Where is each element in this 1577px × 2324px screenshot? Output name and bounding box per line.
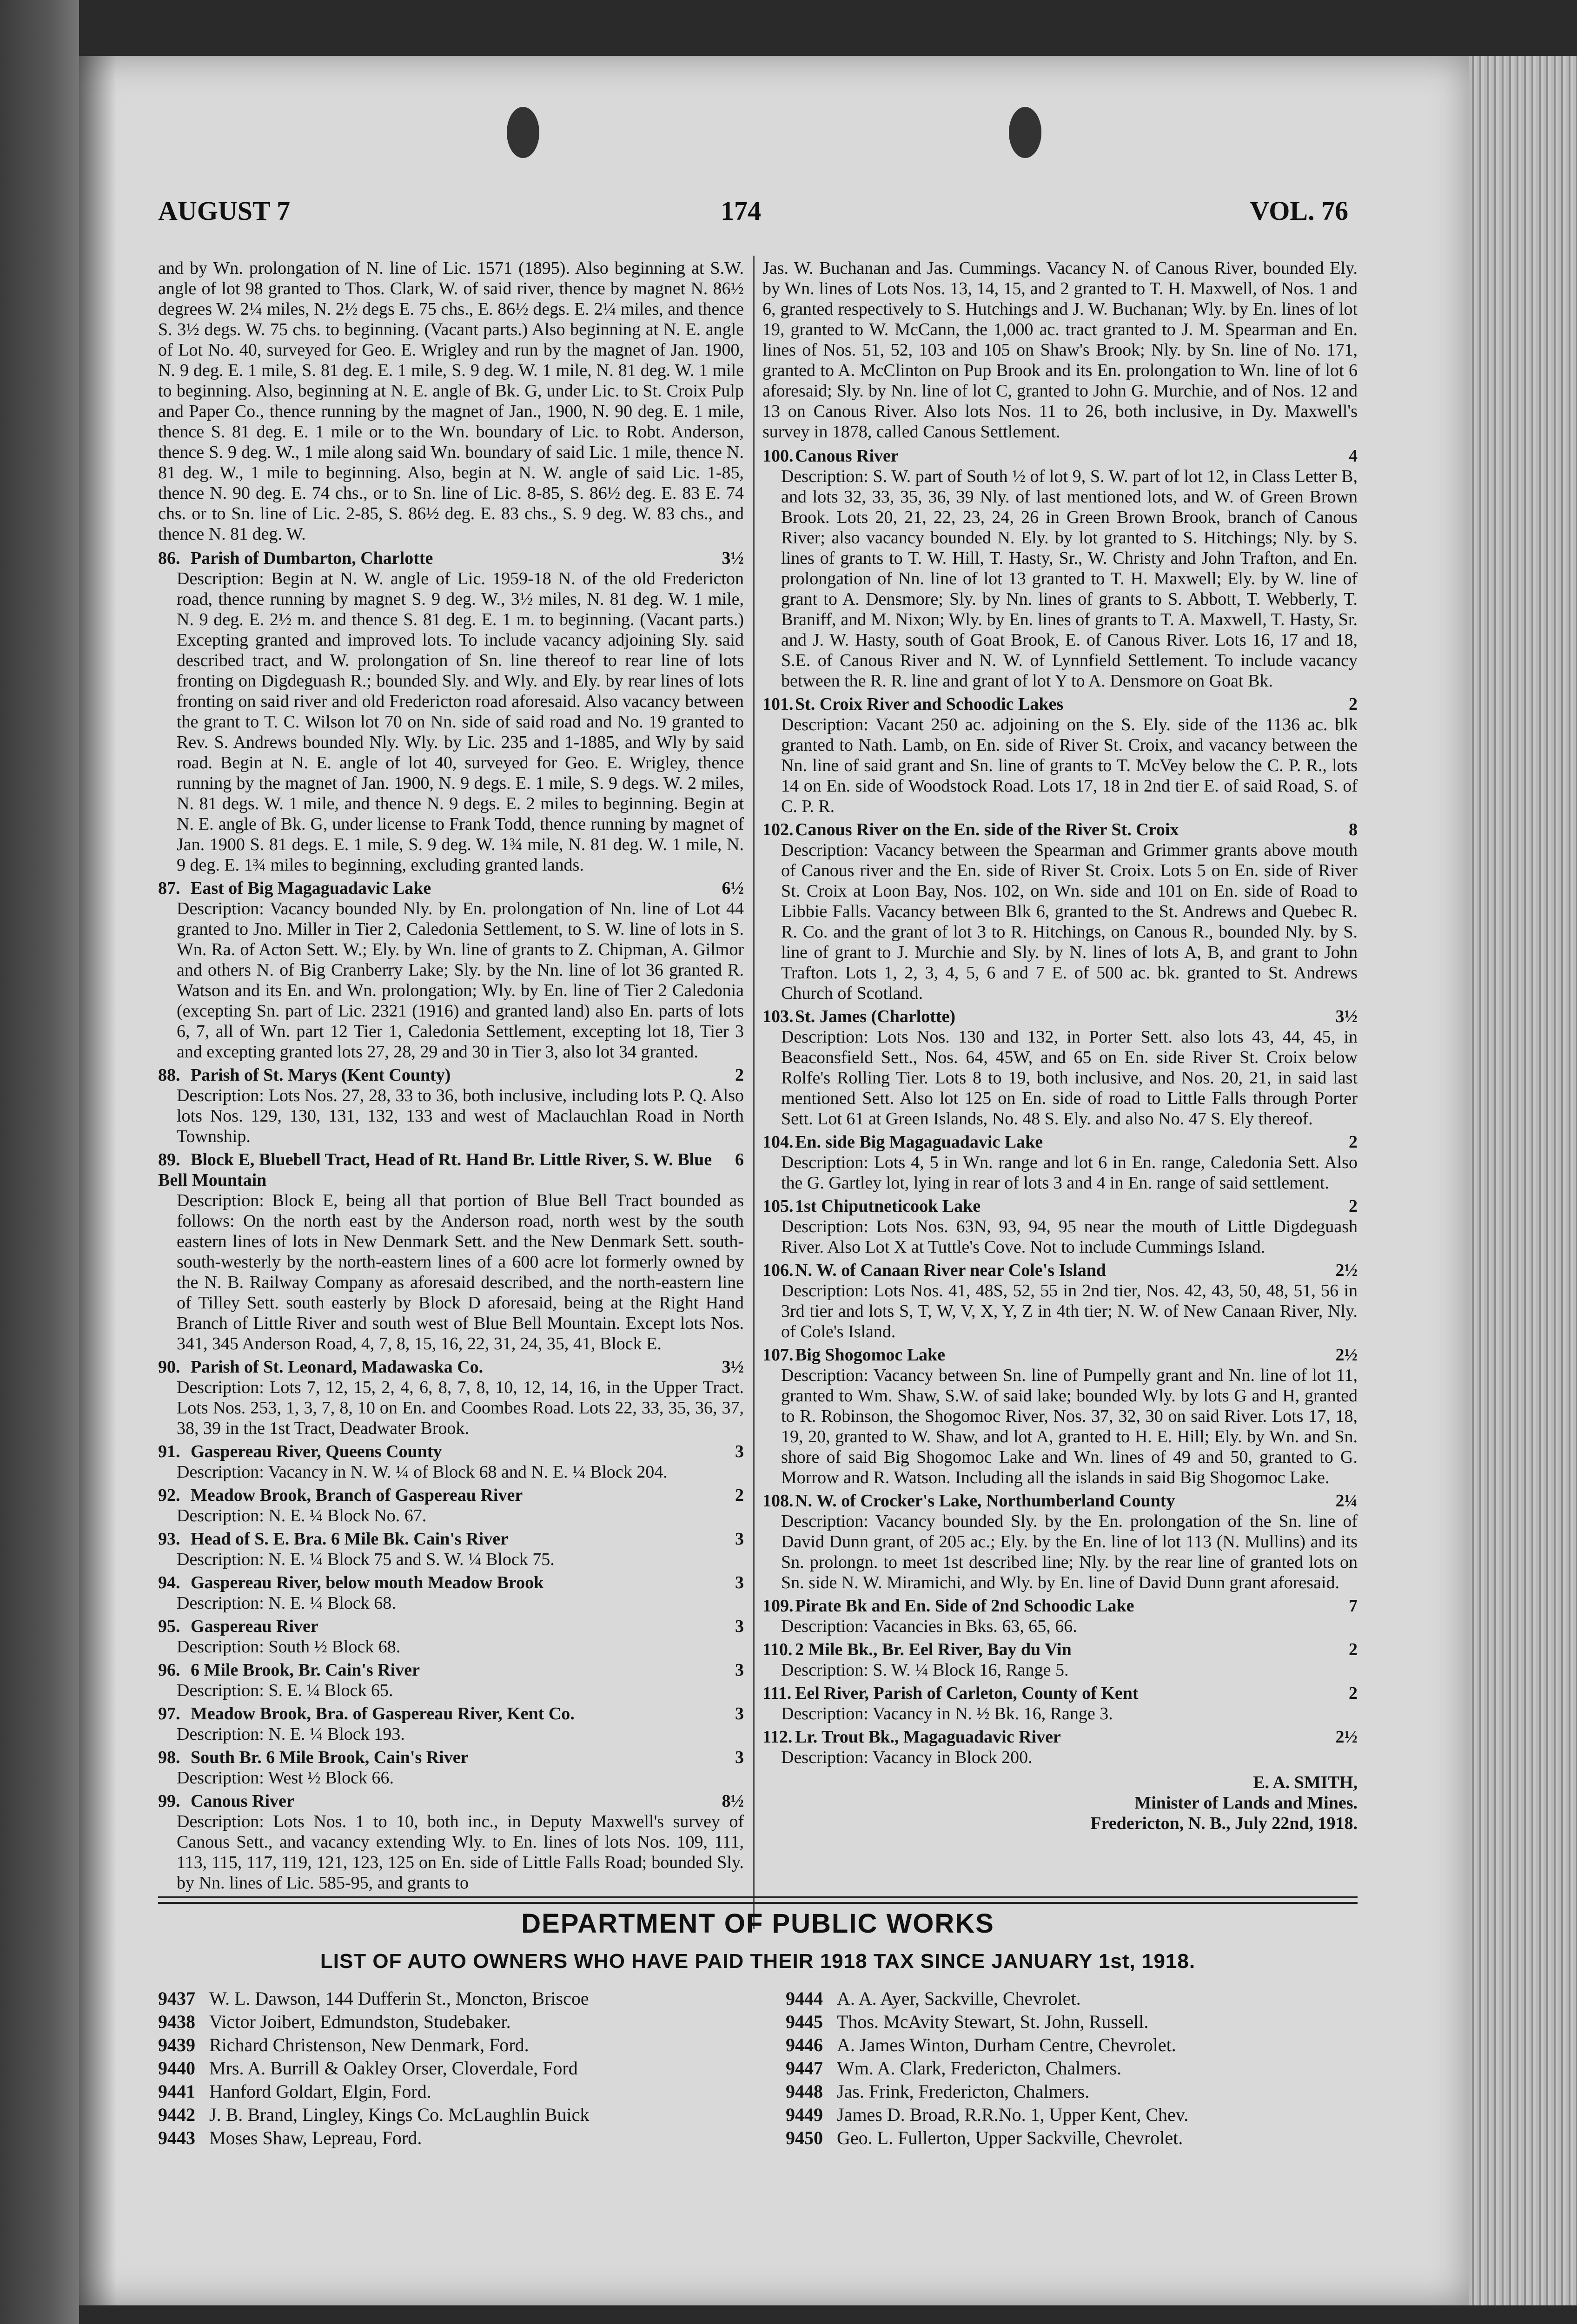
entry-value: 6 xyxy=(735,1150,744,1169)
entry-heading xyxy=(158,1572,744,1593)
entry-description: Description: Lots 7, 12, 15, 2, 4, 6, 8, 7, 8, 10, 12, 14, 16, in the Upper Tract. Lots Nos. 253, 1, 3, 7, 8, 10 on En. and Coombes Road. Lots 22, 33, 35, 36, 37, 38, 39 in the 1st Tract, Deadwater Brook. xyxy=(177,1378,744,1438)
entry-heading xyxy=(762,694,1358,714)
land-entry xyxy=(762,1196,1358,1257)
volume-label: VOL. 76 xyxy=(1250,196,1348,226)
entry-heading xyxy=(158,1529,744,1549)
land-entry xyxy=(158,1660,744,1701)
entry-title: En. side Big Magaguadavic Lake xyxy=(795,1132,1043,1152)
entry-heading xyxy=(762,446,1358,466)
license-number: 9447 xyxy=(786,2058,823,2079)
land-entry xyxy=(158,878,744,1062)
owner-row xyxy=(786,2080,1362,2103)
entry-heading xyxy=(158,1149,744,1190)
entry-heading xyxy=(762,1683,1358,1703)
entry-value: 2 xyxy=(1349,1640,1358,1659)
license-number: 9446 xyxy=(786,2034,823,2055)
owner-details: Moses Shaw, Lepreau, Ford. xyxy=(209,2127,422,2148)
entry-number: 87. xyxy=(158,878,180,898)
entry-number: 111. xyxy=(762,1684,792,1703)
entry-heading xyxy=(762,1727,1358,1747)
entry-title: East of Big Magaguadavic Lake xyxy=(191,878,431,898)
entry-title: Gaspereau River, below mouth Meadow Brook xyxy=(191,1573,544,1592)
owner-details: Richard Christenson, New Denmark, Ford. xyxy=(209,2034,529,2055)
entry-description: Description: Vacancies in Bks. 63, 65, 66. xyxy=(781,1617,1077,1636)
entry-number: 100. xyxy=(762,446,794,466)
entry-heading xyxy=(762,1596,1358,1616)
entry-value: 2 xyxy=(1349,694,1358,714)
entry-title: Head of S. E. Bra. 6 Mile Bk. Cain's River xyxy=(191,1529,508,1549)
entry-title: 2 Mile Bk., Br. Eel River, Bay du Vin xyxy=(795,1640,1072,1659)
land-entry xyxy=(762,1260,1358,1342)
owner-details: Geo. L. Fullerton, Upper Sackville, Chevrolet. xyxy=(837,2127,1183,2148)
land-entry xyxy=(158,1529,744,1570)
entry-description: Description: S. W. ¼ Block 16, Range 5. xyxy=(781,1660,1069,1680)
land-entry xyxy=(158,1791,744,1893)
entry-heading xyxy=(762,1345,1358,1365)
entry-title: Pirate Bk and En. Side of 2nd Schoodic Lake xyxy=(795,1596,1134,1616)
entry-value: 3 xyxy=(735,1529,744,1549)
entry-value: 3 xyxy=(735,1573,744,1592)
land-entry xyxy=(762,1727,1358,1768)
entry-title: Lr. Trout Bk., Magaguadavic River xyxy=(795,1727,1061,1747)
owner-details: Thos. McAvity Stewart, St. John, Russell. xyxy=(837,2011,1149,2032)
entry-heading xyxy=(762,1006,1358,1027)
entry-title: Canous River xyxy=(795,446,899,466)
continued-description: and by Wn. prolongation of N. line of Lic. 1571 (1895). Also beginning at S.W. angle of lot 98 granted to Thos. Clark, W. of said river, thence by magnet N. 86½ degrees W. 2¼ miles, N. 2½ degs E. 75 chs., E. 86½ degs. E. 2¼ miles, and thence S. 3½ degs. W. 75 chs. to beginning. (Vacant parts.) Also beginning at N. E. angle of Lot No. 40, surveyed for Geo. E. Wrigley and run by the magnet of Jan. 1900, N. 9 deg. E. 1 mile, S. 81 deg. E. 1 mile, S. 9 deg. W. 1 mile, N. 81 deg. W. 1 mile to beginning. Also, beginning at N. E. angle of Bk. G, under Lic. to St. Croix Pulp and Paper Co., thence running by the magnet of Jan., 1900, N. 90 deg. E. 1 mile, thence S. 81 deg. E. 1 mile or to the Wn. boundary of Lic. to Robt. Anderson, thence S. 9 deg. W., 1 mile along said Wn. boundary of said Lic. 1 mile, thence N. 81 deg. W., 1 mile to beginning. Also, begin at N. W. angle of said Lic. 1-85, thence N. 90 deg. E. 74 chs., or to Sn. line of Lic. 8-85, S. 86½ deg. E. 83 E. 74 chs. or to Sn. line of Lic. 2-85, S. 86½ deg. E. 83 chs., S. 9 deg. W. 83 chs., and thence N. 81 deg. W. xyxy=(158,258,744,544)
owner-row xyxy=(786,2034,1362,2057)
owner-row xyxy=(786,1987,1362,2010)
license-number: 9445 xyxy=(786,2011,823,2032)
entry-number: 95. xyxy=(158,1617,180,1636)
land-entry xyxy=(762,1491,1358,1593)
entry-description: Description: Block E, being all that portion of Blue Bell Tract bounded as follows: On the north east by the Anderson road, north west by the south eastern lines of lots in New Denmark Sett. and the New Denmark Sett. south-south-westerly by the north-eastern lines of a 600 acre lot formerly owned by the N. B. Railway Company as aforesaid described, and the north-eastern line of Tilley Sett. south easterly by Block D aforesaid, being at the Right Hand Branch of Little River and south west of Blue Bell Mountain. Except lots Nos. 341, 345 Anderson Road, 4, 7, 8, 15, 16, 22, 31, 24, 35, 41, Block E. xyxy=(177,1191,744,1353)
entry-description: Description: Vacancy bounded Nly. by En. prolongation of Nn. line of Lot 44 granted to Jno. Miller in Tier 2, Caledonia Settlement, to S. W. line of lots in S. Wn. Ra. of Acton Sett. W.; Ely. by Wn. line of grants to Z. Chipman, A. Gilmor and others N. of Big Cranberry Lake; Sly. by the Nn. line of lot 36 granted R. Watson and its En. and Wn. prolongation; Wly. by En. line of Tier 2 Caledonia (excepting Sn. part of Lic. 2321 (1916) and granted land) also En. parts of lots 6, 7, all of Wn. part 12 Tier 1, Caledonia Settlement, excepting lot 18, Tier 3 and excepting granted lots 27, 28, 29 and 30 in Tier 3, also lot 34 granted. xyxy=(177,899,744,1062)
entry-number: 105. xyxy=(762,1196,794,1216)
land-entry xyxy=(158,1747,744,1788)
entry-value: 2½ xyxy=(1335,1727,1358,1747)
entry-number: 88. xyxy=(158,1065,180,1085)
entry-value: 8 xyxy=(1349,820,1358,839)
entry-title: St. Croix River and Schoodic Lakes xyxy=(795,694,1064,714)
owner-row xyxy=(158,2080,762,2103)
entry-value: 4 xyxy=(1349,446,1358,466)
entry-heading xyxy=(762,1491,1358,1511)
license-number: 9450 xyxy=(786,2127,823,2148)
land-entry xyxy=(158,1357,744,1439)
entry-value: 3½ xyxy=(1335,1007,1358,1026)
land-entry xyxy=(762,1639,1358,1680)
land-entry xyxy=(762,819,1358,1004)
owner-details: W. L. Dawson, 144 Dufferin St., Moncton, Briscoe xyxy=(209,1988,589,2009)
owner-details: Mrs. A. Burrill & Oakley Orser, Cloverdale, Ford xyxy=(209,2058,578,2079)
land-entry xyxy=(158,1485,744,1526)
owner-row xyxy=(158,2103,762,2126)
continued-description: Jas. W. Buchanan and Jas. Cummings. Vacancy N. of Canous River, bounded Ely. by Wn. lines of Lots Nos. 13, 14, 15, and 2 granted to T. H. Maxwell, of Nos. 1 and 6, granted respectively to S. Hutchings and J. W. Buchanan; Wly. by En. lines of lot 19, granted to W. McCann, the 1,000 ac. tract granted to J. M. Spearman and En. lines of Nos. 51, 52, 103 and 105 on Shaw's Brook; Nly. by Sn. line of No. 171, granted to A. McClinton on Pup Brook and its En. prolongation to Wn. line of lot 6 aforesaid; Sly. by Nn. line of lot C, granted to John G. Murchie, and of Nos. 12 and 13 on Canous River. Also lots Nos. 11 to 26, both inclusive, in Dy. Maxwell's survey in 1878, called Canous Settlement. xyxy=(762,258,1358,442)
entry-number: 102. xyxy=(762,820,794,839)
owner-row xyxy=(158,2010,762,2034)
entry-description: Description: Vacancy bounded Sly. by the En. prolongation of the Sn. line of David Dunn grant, of 205 ac.; Ely. by the En. line of lot 113 (N. Mullins) and its Sn. prolongn. to meet 1st described line; Nly. by the rear line of granted lots on Sn. side N. W. Miramichi, and Wly. by En. line of David Dunn grant aforesaid. xyxy=(781,1512,1358,1592)
entry-title: Block E, Bluebell Tract, Head of Rt. Hand Br. Little River, S. W. Blue Bell Mountain xyxy=(158,1150,712,1190)
entry-description: Description: Vacancy in Block 200. xyxy=(781,1748,1033,1767)
owners-list-right xyxy=(786,1987,1362,2150)
land-entry xyxy=(158,548,744,875)
entry-heading xyxy=(158,548,744,568)
entry-heading xyxy=(158,1791,744,1811)
entry-description: Description: N. E. ¼ Block 193. xyxy=(177,1724,405,1744)
column-divider xyxy=(753,256,755,1929)
entry-heading xyxy=(158,1747,744,1768)
page-stack-edges xyxy=(1469,56,1577,2305)
entry-number: 104. xyxy=(762,1132,794,1152)
entry-number: 86. xyxy=(158,548,180,568)
license-number: 9437 xyxy=(158,1988,195,2009)
left-column xyxy=(158,258,744,1931)
entry-number: 96. xyxy=(158,1660,180,1680)
entry-description: Description: Vacancy in N. ½ Bk. 16, Range 3. xyxy=(781,1704,1113,1723)
entry-heading xyxy=(158,878,744,898)
license-number: 9448 xyxy=(786,2081,823,2102)
entry-heading xyxy=(158,1485,744,1505)
owner-row xyxy=(786,2103,1362,2126)
right-column xyxy=(762,258,1358,1931)
owner-row xyxy=(786,2126,1362,2150)
header-date: AUGUST 7 xyxy=(158,196,291,226)
entry-heading xyxy=(762,819,1358,840)
entry-description: Description: Lots Nos. 1 to 10, both inc., in Deputy Maxwell's survey of Canous Sett., and vacancy extending Wly. to En. lines of lots Nos. 109, 111, 113, 115, 117, 119, 121, 123, 125 on En. side of Little Falls Road; bounded Sly. by Nn. lines of Lic. 585-95, and grants to xyxy=(177,1812,744,1893)
binding-hole xyxy=(1009,107,1041,158)
entry-title: Parish of Dumbarton, Charlotte xyxy=(191,548,433,568)
entry-number: 108. xyxy=(762,1491,794,1511)
binding-hole xyxy=(507,107,539,158)
entry-title: Canous River on the En. side of the River St. Croix xyxy=(795,820,1179,839)
signature-name: E. A. SMITH, xyxy=(1253,1773,1358,1792)
entry-title: Meadow Brook, Bra. of Gaspereau River, Kent Co. xyxy=(191,1704,575,1723)
entry-description: Description: S. W. part of South ½ of lot 9, S. W. part of lot 12, in Class Letter B, and lots 32, 33, 35, 36, 39 Nly. of last mentioned lots, and W. of Green Brown Brook. Lots 20, 21, 22, 23, 24, 26 in Green Brown Brook, branch of Canous River; also vacancy bounded N. Ely. by lot granted to S. Hitchings; Nly. by S. lines of grants to T. W. Hill, T. Hasty, Sr., W. Christy and John Trafton, and En. prolongation of Nn. line of lot 13 granted to T. H. Maxwell; Ely. by W. line of grant to A. Densmore; Sly. by Nn. lines of grants to S. Abbott, T. Webberly, T. Braniff, and M. Nixon; Wly. by En. lines of grants to T. A. Maxwell, T. Hasty, Sr. and J. W. Hasty, south of Goat Brook, E. of Canous River. Lots 16, 17 and 18, S.E. of Canous River and N. W. of Lynnfield Settlement. To include vacancy between the R. R. line and grant of lot Y to A. Densmore on Goat Bk. xyxy=(781,467,1358,691)
entry-value: 2 xyxy=(1349,1132,1358,1152)
entry-value: 2½ xyxy=(1335,1345,1358,1365)
entry-title: Parish of St. Marys (Kent County) xyxy=(191,1065,451,1085)
owner-row xyxy=(158,2126,762,2150)
license-number: 9449 xyxy=(786,2104,823,2125)
entry-description: Description: West ½ Block 66. xyxy=(177,1768,394,1788)
entry-number: 101. xyxy=(762,694,794,714)
signature-place-date: Fredericton, N. B., July 22nd, 1918. xyxy=(1090,1814,1358,1833)
entry-number: 90. xyxy=(158,1357,180,1377)
entry-number: 109. xyxy=(762,1596,794,1616)
entry-title: N. W. of Crocker's Lake, Northumberland County xyxy=(795,1491,1175,1511)
spine-shadow xyxy=(79,56,116,2305)
entry-number: 99. xyxy=(158,1791,180,1811)
entry-number: 103. xyxy=(762,1007,794,1026)
entry-title: Gaspereau River, Queens County xyxy=(191,1442,442,1461)
entry-value: 3 xyxy=(735,1748,744,1767)
entry-number: 112. xyxy=(762,1727,793,1747)
entry-title: N. W. of Canaan River near Cole's Island xyxy=(795,1261,1106,1280)
entry-value: 2 xyxy=(735,1065,744,1085)
entry-title: 6 Mile Brook, Br. Cain's River xyxy=(191,1660,420,1680)
entry-description: Description: N. E. ¼ Block No. 67. xyxy=(177,1506,427,1525)
owner-details: A. A. Ayer, Sackville, Chevrolet. xyxy=(837,1988,1081,2009)
entry-description: Description: Lots 4, 5 in Wn. range and lot 6 in En. range, Caledonia Sett. Also the G. Gartley lot, lying in rear of lots 3 and 4 in En. range of said settlement. xyxy=(781,1153,1358,1193)
entry-description: Description: N. E. ¼ Block 68. xyxy=(177,1593,396,1613)
list-subtitle: LIST OF AUTO OWNERS WHO HAVE PAID THEIR 1918 TAX SINCE JANUARY 1st, 1918. xyxy=(320,1950,1196,1973)
entry-heading xyxy=(158,1660,744,1680)
entry-value: 2 xyxy=(1349,1196,1358,1216)
owner-details: Jas. Frink, Fredericton, Chalmers. xyxy=(837,2081,1090,2102)
page-header xyxy=(158,195,1348,232)
entry-value: 2¼ xyxy=(1335,1491,1358,1511)
entry-title: Parish of St. Leonard, Madawaska Co. xyxy=(191,1357,484,1377)
entry-number: 110. xyxy=(762,1640,793,1659)
license-number: 9441 xyxy=(158,2081,195,2102)
license-number: 9438 xyxy=(158,2011,195,2032)
entry-heading xyxy=(762,1260,1358,1281)
entry-number: 94. xyxy=(158,1573,180,1592)
entry-description: Description: Vacant 250 ac. adjoining on the S. Ely. side of the 1136 ac. blk granted to Nath. Lamb, on En. side of River St. Croix, and vacancy between the Nn. line of said grant and Sn. line of grants to T. McVey below the C. P. R., lots 14 on En. side of Woodstock Road. Lots 17, 18 in 2nd tier E. of said Road, S. of C. P. R. xyxy=(781,715,1358,816)
owner-row xyxy=(786,2057,1362,2080)
license-number: 9444 xyxy=(786,1988,823,2009)
entry-description: Description: S. E. ¼ Block 65. xyxy=(177,1681,393,1700)
license-number: 9443 xyxy=(158,2127,195,2148)
entry-description: Description: Lots Nos. 41, 48S, 52, 55 in 2nd tier, Nos. 42, 43, 50, 48, 51, 56 in 3rd tier and lots S, T, W, V, X, Y, Z in 4th tier; N. W. of New Canaan River, Nly. of Cole's Island. xyxy=(781,1281,1358,1341)
entry-value: 3½ xyxy=(722,548,744,568)
page-number: 174 xyxy=(721,196,761,226)
entry-heading xyxy=(158,1065,744,1085)
owner-details: Wm. A. Clark, Fredericton, Chalmers. xyxy=(837,2058,1122,2079)
owner-details: Victor Joibert, Edmundston, Studebaker. xyxy=(209,2011,511,2032)
entry-value: 3 xyxy=(735,1442,744,1461)
binding-edge xyxy=(0,0,79,2324)
signature-role: Minister of Lands and Mines. xyxy=(1134,1793,1358,1813)
owners-list-left xyxy=(158,1987,762,2150)
license-number: 9442 xyxy=(158,2104,195,2125)
owner-details: James D. Broad, R.R.No. 1, Upper Kent, Chev. xyxy=(837,2104,1189,2125)
entry-heading xyxy=(158,1441,744,1462)
land-entry xyxy=(762,1006,1358,1129)
owner-row xyxy=(158,2034,762,2057)
entry-value: 6½ xyxy=(722,878,744,898)
land-entry xyxy=(762,446,1358,691)
license-number: 9439 xyxy=(158,2034,195,2055)
entry-heading xyxy=(762,1132,1358,1152)
land-entry xyxy=(762,1345,1358,1488)
land-entry xyxy=(158,1065,744,1147)
entry-heading xyxy=(158,1357,744,1377)
section-rule xyxy=(158,1896,1358,1904)
entry-value: 3½ xyxy=(722,1357,744,1377)
entry-description: Description: Vacancy between the Spearman and Grimmer grants above mouth of Canous river and the En. side of River St. Croix. Lots 5 on En. side of River St. Croix at Loon Bay, Nos. 102, on Wn. side and 101 on En. side of Road to Libbie Falls. Vacancy between Blk 6, granted to the St. Andrews and Quebec R. R. Co. and the grant of lot 3 to R. Hitchings, on Canous R., bounded Nly. by S. line of grant to J. Murchie and Sly. by N. lines of lots A, B, and grant to John Trafton. Lots 1, 2, 3, 4, 5, 6 and 7 E. of 500 ac. bk. granted to St. Andrews Church of Scotland. xyxy=(781,840,1358,1003)
entry-title: Meadow Brook, Branch of Gaspereau River xyxy=(191,1486,523,1505)
owner-details: J. B. Brand, Lingley, Kings Co. McLaughlin Buick xyxy=(209,2104,590,2125)
owner-row xyxy=(158,2057,762,2080)
land-entry xyxy=(762,1683,1358,1724)
entry-value: 2½ xyxy=(1335,1261,1358,1280)
entry-heading xyxy=(158,1616,744,1637)
entry-value: 3 xyxy=(735,1704,744,1723)
entry-description: Description: Lots Nos. 27, 28, 33 to 36, both inclusive, including lots P. Q. Also lots Nos. 129, 130, 131, 132, 133 and west of Maclauchlan Road in North Township. xyxy=(177,1086,744,1146)
entry-number: 89. xyxy=(158,1150,180,1169)
entry-description: Description: Vacancy in N. W. ¼ of Block 68 and N. E. ¼ Block 204. xyxy=(177,1462,668,1482)
entry-title: 1st Chiputneticook Lake xyxy=(795,1196,981,1216)
entry-value: 7 xyxy=(1349,1596,1358,1616)
land-entry xyxy=(158,1572,744,1613)
entry-title: Eel River, Parish of Carleton, County of Kent xyxy=(795,1684,1139,1703)
land-entry xyxy=(158,1703,744,1744)
entry-value: 3 xyxy=(735,1617,744,1636)
entry-description: Description: N. E. ¼ Block 75 and S. W. ¼ Block 75. xyxy=(177,1550,555,1569)
entry-value: 3 xyxy=(735,1660,744,1680)
entry-heading xyxy=(762,1196,1358,1216)
department-title: DEPARTMENT OF PUBLIC WORKS xyxy=(521,1908,994,1939)
owner-details: A. James Winton, Durham Centre, Chevrolet. xyxy=(837,2034,1176,2055)
entry-value: 8½ xyxy=(722,1791,744,1811)
entry-number: 92. xyxy=(158,1486,180,1505)
entry-description: Description: Lots Nos. 63N, 93, 94, 95 near the mouth of Little Digdeguash River. Also Lot X at Tuttle's Cove. Not to include Cummings Island. xyxy=(781,1217,1358,1257)
owner-details: Hanford Goldart, Elgin, Ford. xyxy=(209,2081,431,2102)
land-entry xyxy=(762,1132,1358,1193)
land-entry xyxy=(158,1441,744,1482)
entry-number: 106. xyxy=(762,1261,794,1280)
entry-title: South Br. 6 Mile Brook, Cain's River xyxy=(191,1748,469,1767)
entry-title: Big Shogomoc Lake xyxy=(795,1345,946,1365)
entry-value: 2 xyxy=(1349,1684,1358,1703)
entry-heading xyxy=(158,1703,744,1724)
license-number: 9440 xyxy=(158,2058,195,2079)
entry-description: Description: South ½ Block 68. xyxy=(177,1637,401,1657)
entry-number: 97. xyxy=(158,1704,180,1723)
entry-number: 91. xyxy=(158,1442,180,1461)
entry-number: 107. xyxy=(762,1345,794,1365)
entry-description: Description: Lots Nos. 130 and 132, in Porter Sett. also lots 43, 44, 45, in Beaconsfield Sett., Nos. 64, 45W, and 65 on En. side River St. Croix below Rolfe's Rolling Tier. Lots 8 to 19, both inclusive, and Nos. 20, 21, in said last mentioned Sett. Also lot 125 on En. side of road to Little Falls through Porter Sett. Lot 61 at Green Islands, No. 48 S. Ely. and also No. 47 S. Ely thereof. xyxy=(781,1027,1358,1129)
owner-row xyxy=(158,1987,762,2010)
land-entry xyxy=(158,1616,744,1657)
land-entry xyxy=(158,1149,744,1354)
land-entry xyxy=(762,694,1358,817)
entry-value: 2 xyxy=(735,1486,744,1505)
entry-title: Canous River xyxy=(191,1791,294,1811)
entry-description: Description: Vacancy between Sn. line of Pumpelly grant and Nn. line of lot 11, granted to Wm. Shaw, S.W. of said lake; bounded Wly. by lots G and H, granted to R. Robinson, the Shogomoc River, Nos. 37, 32, 30 on said River. Lots 17, 18, 19, 20, granted to W. Shaw, and lot A, granted to H. E. Hill; Ely. by Wn. and Sn. shore of said Big Shogomoc Lake and Wn. lines of 49 and 50, granted to G. Morrow and R. Watson. Including all the islands in said Big Shogomoc Lake. xyxy=(781,1366,1358,1487)
entry-number: 93. xyxy=(158,1529,180,1549)
entry-number: 98. xyxy=(158,1748,180,1767)
entry-heading xyxy=(762,1639,1358,1660)
signature-block xyxy=(762,1772,1358,1834)
entry-title: Gaspereau River xyxy=(191,1617,318,1636)
land-entry xyxy=(762,1596,1358,1637)
entry-title: St. James (Charlotte) xyxy=(795,1007,956,1026)
owner-row xyxy=(786,2010,1362,2034)
entry-description: Description: Begin at N. W. angle of Lic. 1959-18 N. of the old Fredericton road, thence running by magnet S. 9 deg. W., 3½ miles, N. 81 deg. W. 1 mile, N. 9 deg. E. 2½ m. and thence S. 81 deg. E. 1 m. to beginning. (Vacant parts.) Excepting granted and improved lots. To include vacancy adjoining Sly. said described tract, and W. prolongation of Sn. line thereof to rear line of lots fronting on Digdeguash R.; bounded Sly. and Wly. and Ely. by rear lines of lots fronting on said river and old Fredericton road aforesaid. Also vacancy between the grant to T. C. Wilson lot 70 on Nn. side of said road and No. 19 granted to Rev. S. Andrews bounded Nly. Wly. by Lic. 235 and 1-1885, and Wly by said road. Begin at N. E. angle of lot 40, surveyed for Geo. E. Wrigley, thence running by the magnet of Jan. 1900, N. 9 degs. E. 1 mile, S. 9 degs. W. 2 miles, N. 81 degs. W. 1 mile, and thence N. 9 degs. E. 2 miles to beginning. Begin at N. E. angle of Bk. G, under license to Frank Todd, thence running by magnet of Jan. 1900 S. 81 degs. E. 1 mile, S. 9 deg. W. 1¾ mile, N. 81 deg. W. 1 mile, N. 9 deg. E. 1¾ miles to beginning, excluding granted lands. xyxy=(177,569,744,875)
